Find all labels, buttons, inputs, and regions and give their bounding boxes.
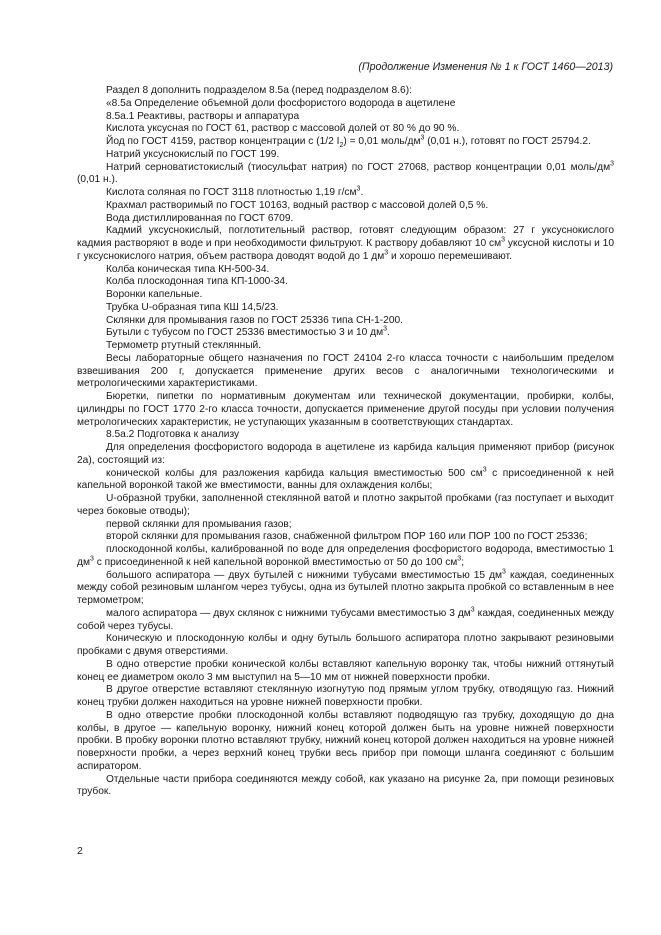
- paragraph: Склянки для промывания газов по ГОСТ 25336 типа СН-1-200.: [106, 314, 404, 326]
- paragraph: Бутыли с тубусом по ГОСТ 25336 вместимостью 3 и 10 $дм^3$.: [106, 325, 390, 339]
- paragraph: Трубка U-образная типа КШ 14,5/23.: [106, 301, 279, 313]
- paragraph: Кислота соляная по ГОСТ 3118 плотностью 1,19 $г/см^3$.: [106, 185, 364, 198]
- page-number: 2: [77, 845, 83, 857]
- paragraph: В одно отверстие пробки плоскодонной колбы вставляют подводящую газ трубку, доходящую до дна колбы, в другое — капельную воронку, нижний конец которой должен быть на уровне нижней поверхности пробки. В пробку воронки плотно вставляют трубку, нижний конец которой должен находиться на уровне нижней поверхности пробки, а через верхний конец трубки весь прибор при помощи шланга соединяют с большим аспиратором.: [77, 709, 614, 772]
- paragraph: «8.5а Определение объемной доли фосфористого водорода в ацетилене: [106, 97, 456, 109]
- paragraph: первой склянки для промывания газов;: [106, 518, 292, 530]
- paragraph: Колба плоскодонная типа КП-1000-34.: [106, 276, 288, 288]
- paragraph: В другое отверстие вставляют стеклянную изогнутую под прямым углом трубку, отводящую газ. Нижний конец трубки должен находиться на уровне нижней поверхности пробки.: [77, 684, 614, 708]
- paragraph: Весы лабораторные общего назначения по ГОСТ 24104 2-го класса точности с наибольшим пределом взвешивания 200 г, допускается применение других весов с аналогичными технологическими и метрологическими характеристиками.: [77, 352, 614, 390]
- paragraph: Раздел 8 дополнить подразделом 8.5а (перед подразделом 8.6):: [106, 85, 412, 96]
- document-body: [77, 85, 614, 799]
- paragraph: 8.5а.1 Реактивы, растворы и аппаратура: [106, 110, 300, 122]
- paragraph: В одно отверстие пробки конической колбы вставляют капельную воронку так, чтобы нижний оттянутый конец ее диаметром около 3 мм выступил на 5—10 мм от нижней поверхности пробки.: [77, 658, 614, 683]
- paragraph: Колба коническая типа КН-500-34.: [106, 263, 270, 275]
- paragraph: Термометр ртутный стеклянный.: [106, 340, 262, 351]
- paragraph: 8.5а.2 Подготовка к анализу: [106, 429, 240, 441]
- paragraph: Кислота уксусная по ГОСТ 61, раствор с массовой долей от 80 % до 90 %.: [106, 123, 460, 135]
- paragraph: конической колбы для разложения карбида кальция вместимостью 500 $см^3$ с присоединенной к ней капельной воронкой такой же вместимости, ванны для охлаждения колбы;: [77, 466, 614, 492]
- paragraph: Натрий серноватистокислый (тиосульфат натрия) по ГОСТ 27068, раствор концентрации 0,01 моль/$дм^3$ (0,01 н.).: [77, 160, 614, 186]
- paragraph: Кадмий уксуснокислый, поглотительный раствор, готовят следующим образом: 27 г уксуснокислого кадмия растворяют в воде и при необходимости фильтруют. К раствору добавляют 10 $см^3$ уксусной кислоты и 10 г уксуснокислого натрия, объем раствора доводят водой до 1 $дм^3$ и хорошо перемешивают.: [77, 225, 614, 262]
- paragraph: плоскодонной колбы, калиброванной по воде для определения фосфористого водорода, вместимостью 1 $дм^3$ с присоединенной к ней капельной воронкой вместимостью от 50 до 100 $см^3$;: [77, 544, 614, 568]
- paragraph: второй склянки для промывания газов, снабженной фильтром ПОР 160 или ПОР 100 по ГОСТ 25336;: [106, 531, 588, 543]
- paragraph: Бюретки, пипетки по нормативным документам или технической документации, пробирки, колбы, цилиндры по ГОСТ 1770 2-го класса точности, допускается применение другой посуды при условии получения метрологических характеристик, не уступающих указанным в соответствующих стандартах.: [77, 391, 614, 428]
- paragraph: Воронки капельные.: [106, 289, 203, 300]
- paragraph: Вода дистиллированная по ГОСТ 6709.: [106, 212, 294, 224]
- paragraph: Для определения фосфористого водорода в ацетилене из карбида кальция применяют прибор (рисунок 2а), состоящий из:: [77, 442, 614, 466]
- paragraph: Крахмал растворимый по ГОСТ 10163, водный раствор с массовой долей 0,5 %.: [106, 199, 489, 211]
- paragraph: Отдельные части прибора соединяются между собой, как указано на рисунке 2а, при помощи резиновых трубок.: [77, 773, 614, 798]
- paragraph: малого аспиратора — двух склянок с нижними тубусами вместимостью 3 $дм^3$ каждая, соединенных между собой через тубусы.: [77, 606, 614, 632]
- paragraph: Коническую и плоскодонную колбы и одну бутыль большого аспиратора плотно закрывают резиновыми пробками с двумя отверстиями.: [77, 633, 614, 657]
- paragraph: U-образной трубки, заполненной стеклянной ватой и плотно закрытой пробками (газ поступает и выходит через боковые отводы);: [77, 493, 614, 517]
- paragraph: Натрий уксуснокислый по ГОСТ 199.: [106, 148, 280, 160]
- paragraph: Йод по ГОСТ 4159, раствор концентрации с (1/2 $I_2) = 0,01$ моль/$дм^3$ (0,01 н.), готовят по ГОСТ 25794.2.: [106, 134, 591, 150]
- running-header: (Продолжение Изменения № 1 к ГОСТ 1460—2013): [358, 61, 613, 73]
- paragraph: большого аспиратора — двух бутылей с нижними тубусами вместимостью 15 $дм^3$ каждая, соединенных между собой резиновым шлангом через тубусы, одна из бутылей плотно закрыта пробкой со вставленным в нее термометром;: [77, 568, 614, 606]
